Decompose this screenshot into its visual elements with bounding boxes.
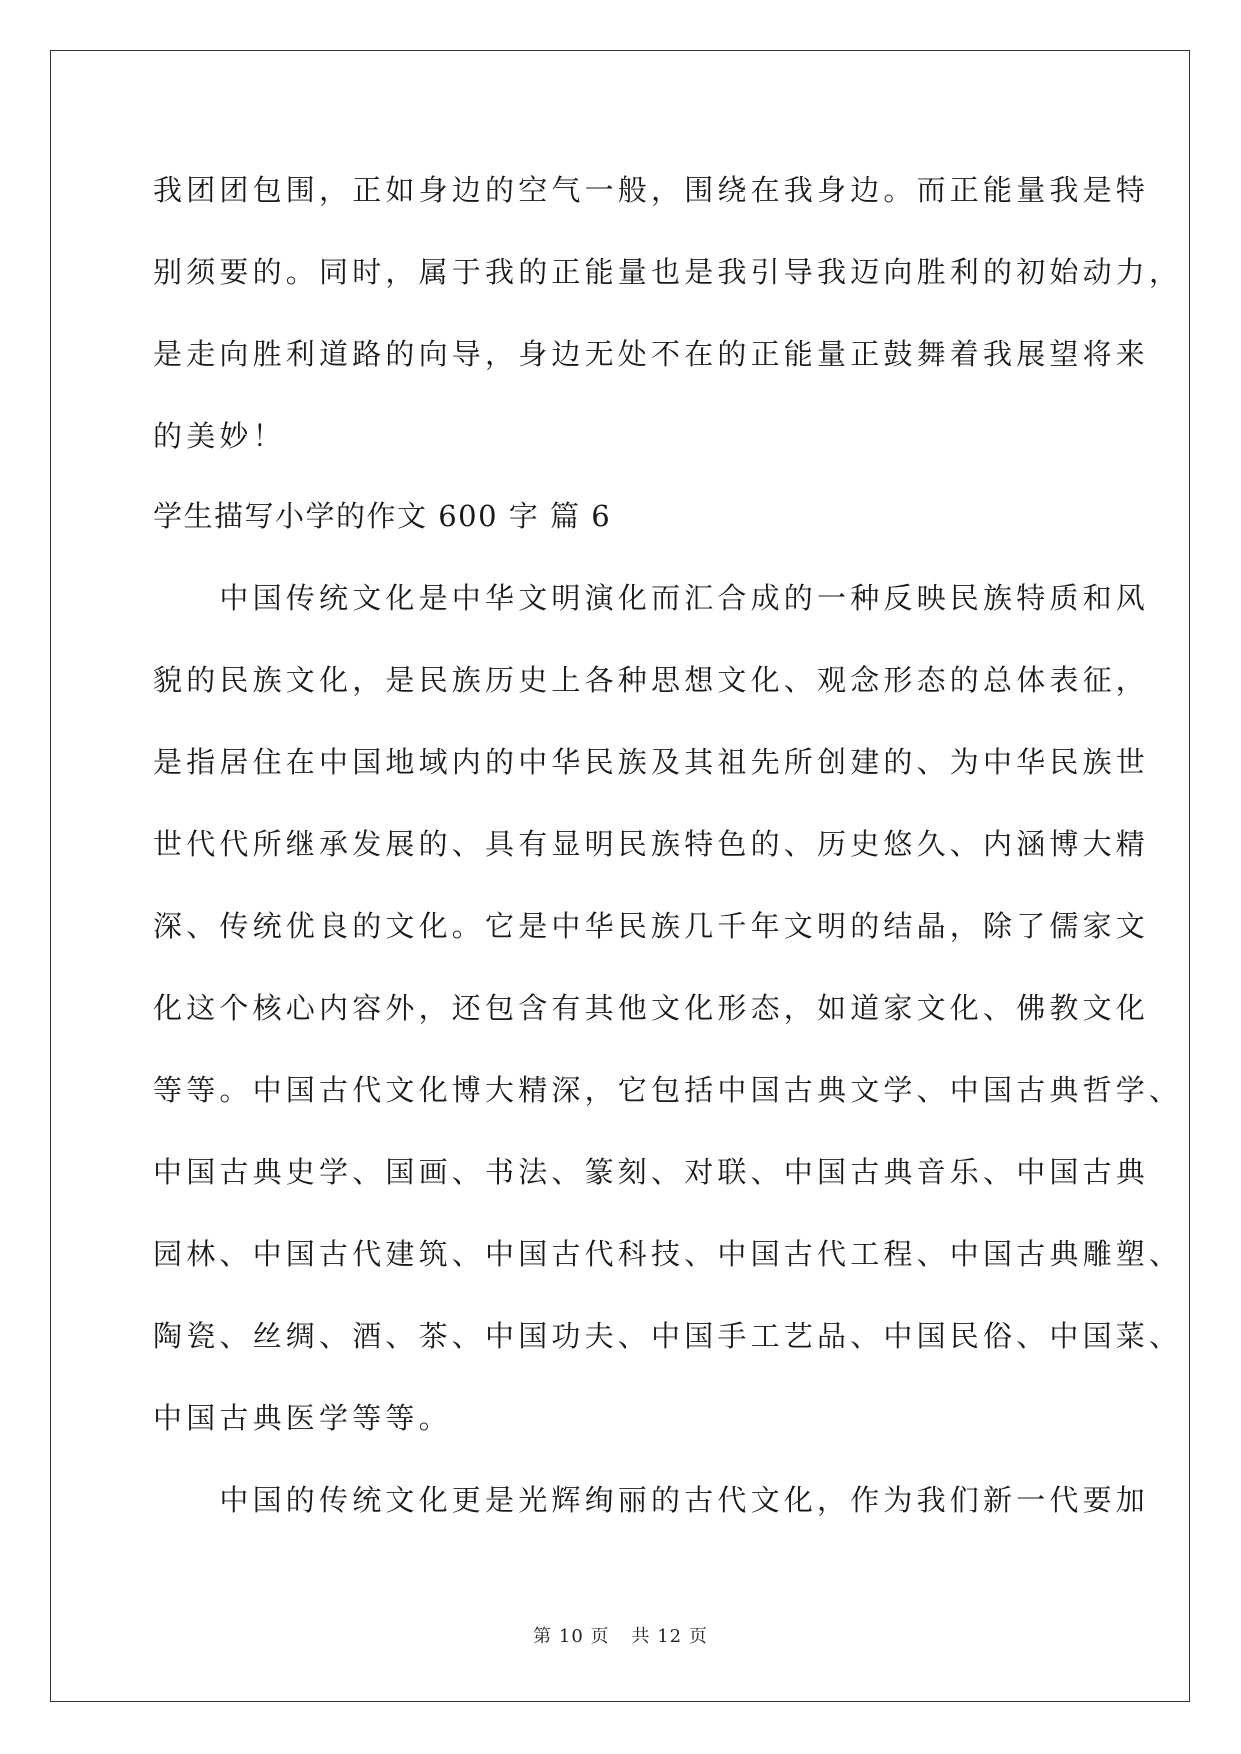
section-heading: 学生描写小学的作文 600 字 篇 6 bbox=[153, 499, 612, 533]
page-footer bbox=[0, 1625, 1241, 1649]
text-line: 是走向胜利道路的向导，身边无处不在的正能量正鼓舞着我展望将来 bbox=[153, 337, 1150, 371]
text-line: 貌的民族文化，是民族历史上各种思想文化、观念形态的总体表征， bbox=[153, 663, 1150, 697]
text-line: 别须要的。同时，属于我的正能量也是我引导我迈向胜利的初始动力， bbox=[153, 255, 1183, 289]
text-line: 中国古典史学、国画、书法、篆刻、对联、中国古典音乐、中国古典 bbox=[153, 1155, 1150, 1189]
text-line: 深、传统优良的文化。它是中华民族几千年文明的结晶，除了儒家文 bbox=[153, 909, 1150, 943]
text-line: 等等。中国古代文化博大精深，它包括中国古典文学、中国古典哲学、 bbox=[153, 1073, 1183, 1107]
text-line: 的美妙！ bbox=[153, 419, 286, 453]
text-line: 化这个核心内容外，还包含有其他文化形态，如道家文化、佛教文化 bbox=[153, 991, 1150, 1025]
page-total: 共 12 页 bbox=[631, 1626, 708, 1647]
text-line: 世代代所继承发展的、具有显明民族特色的、历史悠久、内涵博大精 bbox=[153, 827, 1150, 861]
text-line: 陶瓷、丝绸、酒、茶、中国功夫、中国手工艺品、中国民俗、中国菜、 bbox=[153, 1319, 1183, 1353]
text-line: 中国传统文化是中华文明演化而汇合成的一种反映民族特质和风 bbox=[153, 581, 1150, 615]
text-line: 我团团包围，正如身边的空气一般，围绕在我身边。而正能量我是特 bbox=[153, 173, 1150, 207]
text-line: 中国古典医学等等。 bbox=[153, 1401, 452, 1435]
page-number: 第 10 页 bbox=[533, 1626, 610, 1647]
text-line: 园林、中国古代建筑、中国古代科技、中国古代工程、中国古典雕塑、 bbox=[153, 1237, 1183, 1271]
page-frame bbox=[50, 50, 1190, 1702]
text-line: 是指居住在中国地域内的中华民族及其祖先所创建的、为中华民族世 bbox=[153, 745, 1150, 779]
text-line: 中国的传统文化更是光辉绚丽的古代文化，作为我们新一代要加 bbox=[153, 1483, 1150, 1517]
